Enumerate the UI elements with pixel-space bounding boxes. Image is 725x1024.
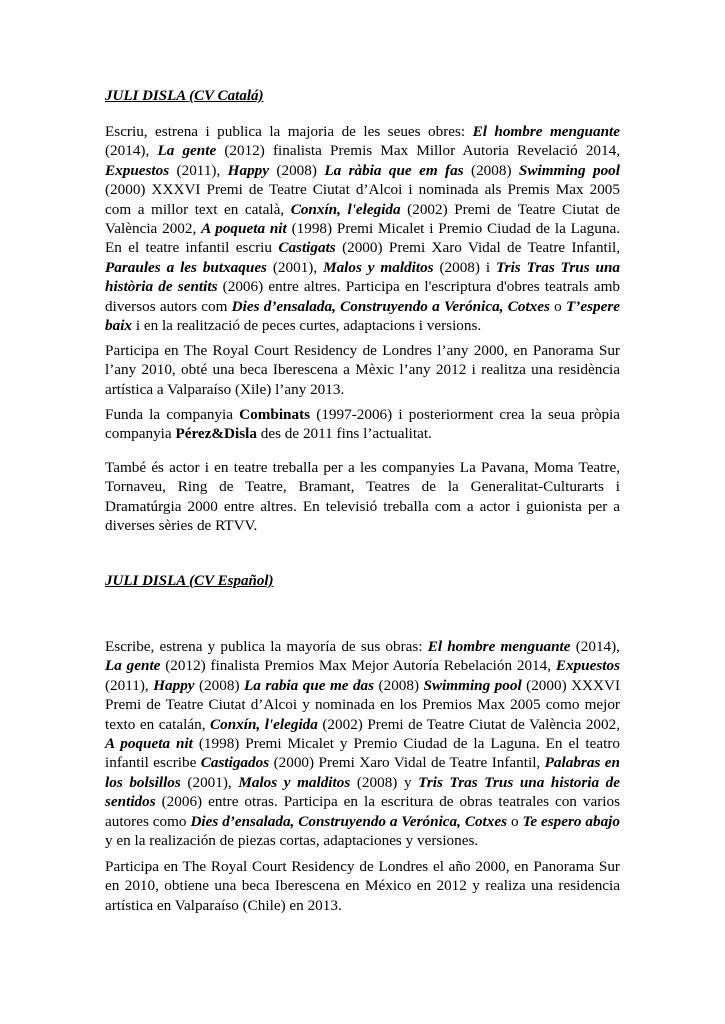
work-title: Paraules a les butxaques — [105, 258, 267, 276]
paragraph-catala-works — [105, 122, 620, 335]
work-title: Expuestos — [105, 161, 170, 179]
work-title: Happy — [153, 676, 195, 694]
text-run: (2008) — [194, 676, 244, 694]
text-run: També és actor i en teatre treballa per a les companyies La Pavana, Moma Teatre, Tornaveu, Ring de Teatre, Bramant, Teatres de la Generalitat-Culturarts i Dramatúrgia 2000 entre altres. En televisió treballa com a actor i guionista per a diverses sèries de RTVV. — [105, 459, 620, 535]
work-title: Swimming pool — [518, 161, 620, 179]
text-run: (2000) Premi Xaro Vidal de Teatre Infantil, — [269, 754, 545, 772]
paragraph-catala-company — [105, 405, 620, 444]
section-heading-espanol: JULI DISLA (CV Español) — [105, 573, 274, 589]
text-run: (2008) — [374, 676, 424, 694]
text-run: (2002) Premi de Teatre Ciutat de València 2002, — [317, 715, 620, 733]
text-run: o — [507, 812, 523, 830]
work-title: Conxín, l'elegida — [209, 715, 318, 733]
text-run: (2011), — [169, 161, 228, 179]
text-run: (2014), — [570, 638, 620, 655]
text-run: (1998) Premi Micalet i Premio Ciudad de la Laguna. En el teatre infantil escriu — [105, 220, 620, 257]
work-title: La gente — [105, 657, 161, 675]
company-name: Pérez&Disla — [175, 425, 257, 443]
work-title: Malos y malditos — [238, 773, 351, 791]
work-title: Dies d’ensalada, Construyendo a Verónica, Cotxes — [190, 812, 508, 830]
text-run: (2008) y — [350, 773, 419, 791]
text-run: i en la realització de peces curtes, adaptacions i versions. — [132, 317, 482, 335]
text-run: Funda la companyia — [105, 406, 240, 423]
work-title: Castigats — [278, 239, 336, 257]
work-title: La gente — [157, 142, 217, 160]
text-run: (2001), — [266, 258, 324, 276]
text-run: (1997-2006) i posteriorment crea la seua pròpia companyia — [105, 406, 620, 443]
text-run: (2006) entre otras. Participa en la escritura de obras teatrales con varios autores como — [105, 793, 620, 830]
work-title: Tris Tras Trus una història de sentits — [105, 258, 620, 296]
work-title: Expuestos — [555, 657, 620, 675]
text-run: (2000) XXXVI Premi de Teatre Ciutat d’Alcoi y nominada en los Premios Max 2005 como mejor texto en catalán, — [105, 676, 621, 733]
text-run: y en la realización de piezas cortas, adaptaciones y versiones. — [105, 832, 479, 850]
text-run: (2002) Premi de Teatre Ciutat de València 2002, — [105, 200, 620, 238]
text-run: (2014), — [105, 142, 158, 160]
paragraph-catala-residencies — [105, 341, 620, 399]
work-title: Palabras en los bolsillos — [105, 754, 620, 791]
section-heading-catala: JULI DISLA (CV Catalá) — [105, 88, 264, 104]
text-run: (2000) Premi Xaro Vidal de Teatre Infantil, — [335, 239, 620, 257]
text-run: (2008) — [463, 161, 519, 179]
work-title: El hombre menguante — [472, 123, 620, 140]
text-run: Escriu, estrena i publica la majoria de les seues obres: — [105, 123, 473, 140]
text-run: (2008) i — [433, 258, 496, 276]
text-run: (2012) finalista Premis Max Millor Autoria Revelació 2014, — [216, 142, 621, 160]
work-title: Happy — [227, 161, 270, 179]
text-run: (2012) finalista Premios Max Mejor Autoría Rebelación 2014, — [160, 657, 556, 675]
work-title: La ràbia que em fas — [324, 161, 464, 179]
text-run: (2011), — [105, 676, 154, 694]
work-title: Malos y malditos — [323, 258, 434, 276]
work-title: El hombre menguante — [427, 638, 571, 655]
paragraph-espanol-residencies — [105, 857, 620, 915]
work-title: Swimming pool — [423, 676, 522, 694]
work-title: A poqueta nit — [105, 735, 193, 753]
paragraph-catala-actor — [105, 458, 620, 536]
text-run: des de 2011 fins l’actualitat. — [256, 425, 432, 443]
text-run: Participa en The Royal Court Residency de Londres l’any 2000, en Panorama Sur l’any 2010, obté una beca Iberescena a Mèxic l’any 2012 i realitza una residència artística a Valparaíso (Xile) l’any 2013. — [105, 342, 620, 398]
work-title: Tris Tras Trus una historia de sentidos — [105, 773, 620, 811]
work-title: A poqueta nit — [201, 220, 287, 238]
work-title: La rabia que me das — [243, 676, 375, 694]
text-run: Participa en The Royal Court Residency de Londres el año 2000, en Panorama Sur en 2010, obtiene una beca Iberescena en México en 2012 y realiza una residencia artística en Valparaíso (Chile) en 2013. — [105, 858, 620, 914]
text-run: (2006) entre altres. Participa en l'escriptura d'obres teatrals amb diversos autors com — [105, 278, 620, 315]
text-run: (2001), — [180, 773, 239, 791]
text-run: (2008) — [269, 161, 325, 179]
work-title: Castigados — [200, 754, 270, 772]
work-title: T’espere baix — [105, 297, 620, 335]
work-title: Dies d’ensalada, Construyendo a Verónica, Cotxes — [231, 297, 550, 315]
work-title: Te espero abajo — [522, 812, 620, 830]
text-run: (2000) XXXVI Premi de Teatre Ciutat d’Alcoi i nominada als Premis Max 2005 com a millor text en català, — [105, 181, 620, 218]
company-name: Combinats — [239, 406, 311, 423]
text-run: (1998) Premi Micalet y Premio Ciudad de la Laguna. En el teatro infantil escribe — [105, 735, 620, 772]
text-run: Escribe, estrena y publica la mayoría de sus obras: — [105, 638, 428, 655]
text-run: o — [549, 297, 567, 315]
work-title: Conxín, l'elegida — [290, 200, 401, 218]
paragraph-espanol-works — [105, 637, 620, 850]
